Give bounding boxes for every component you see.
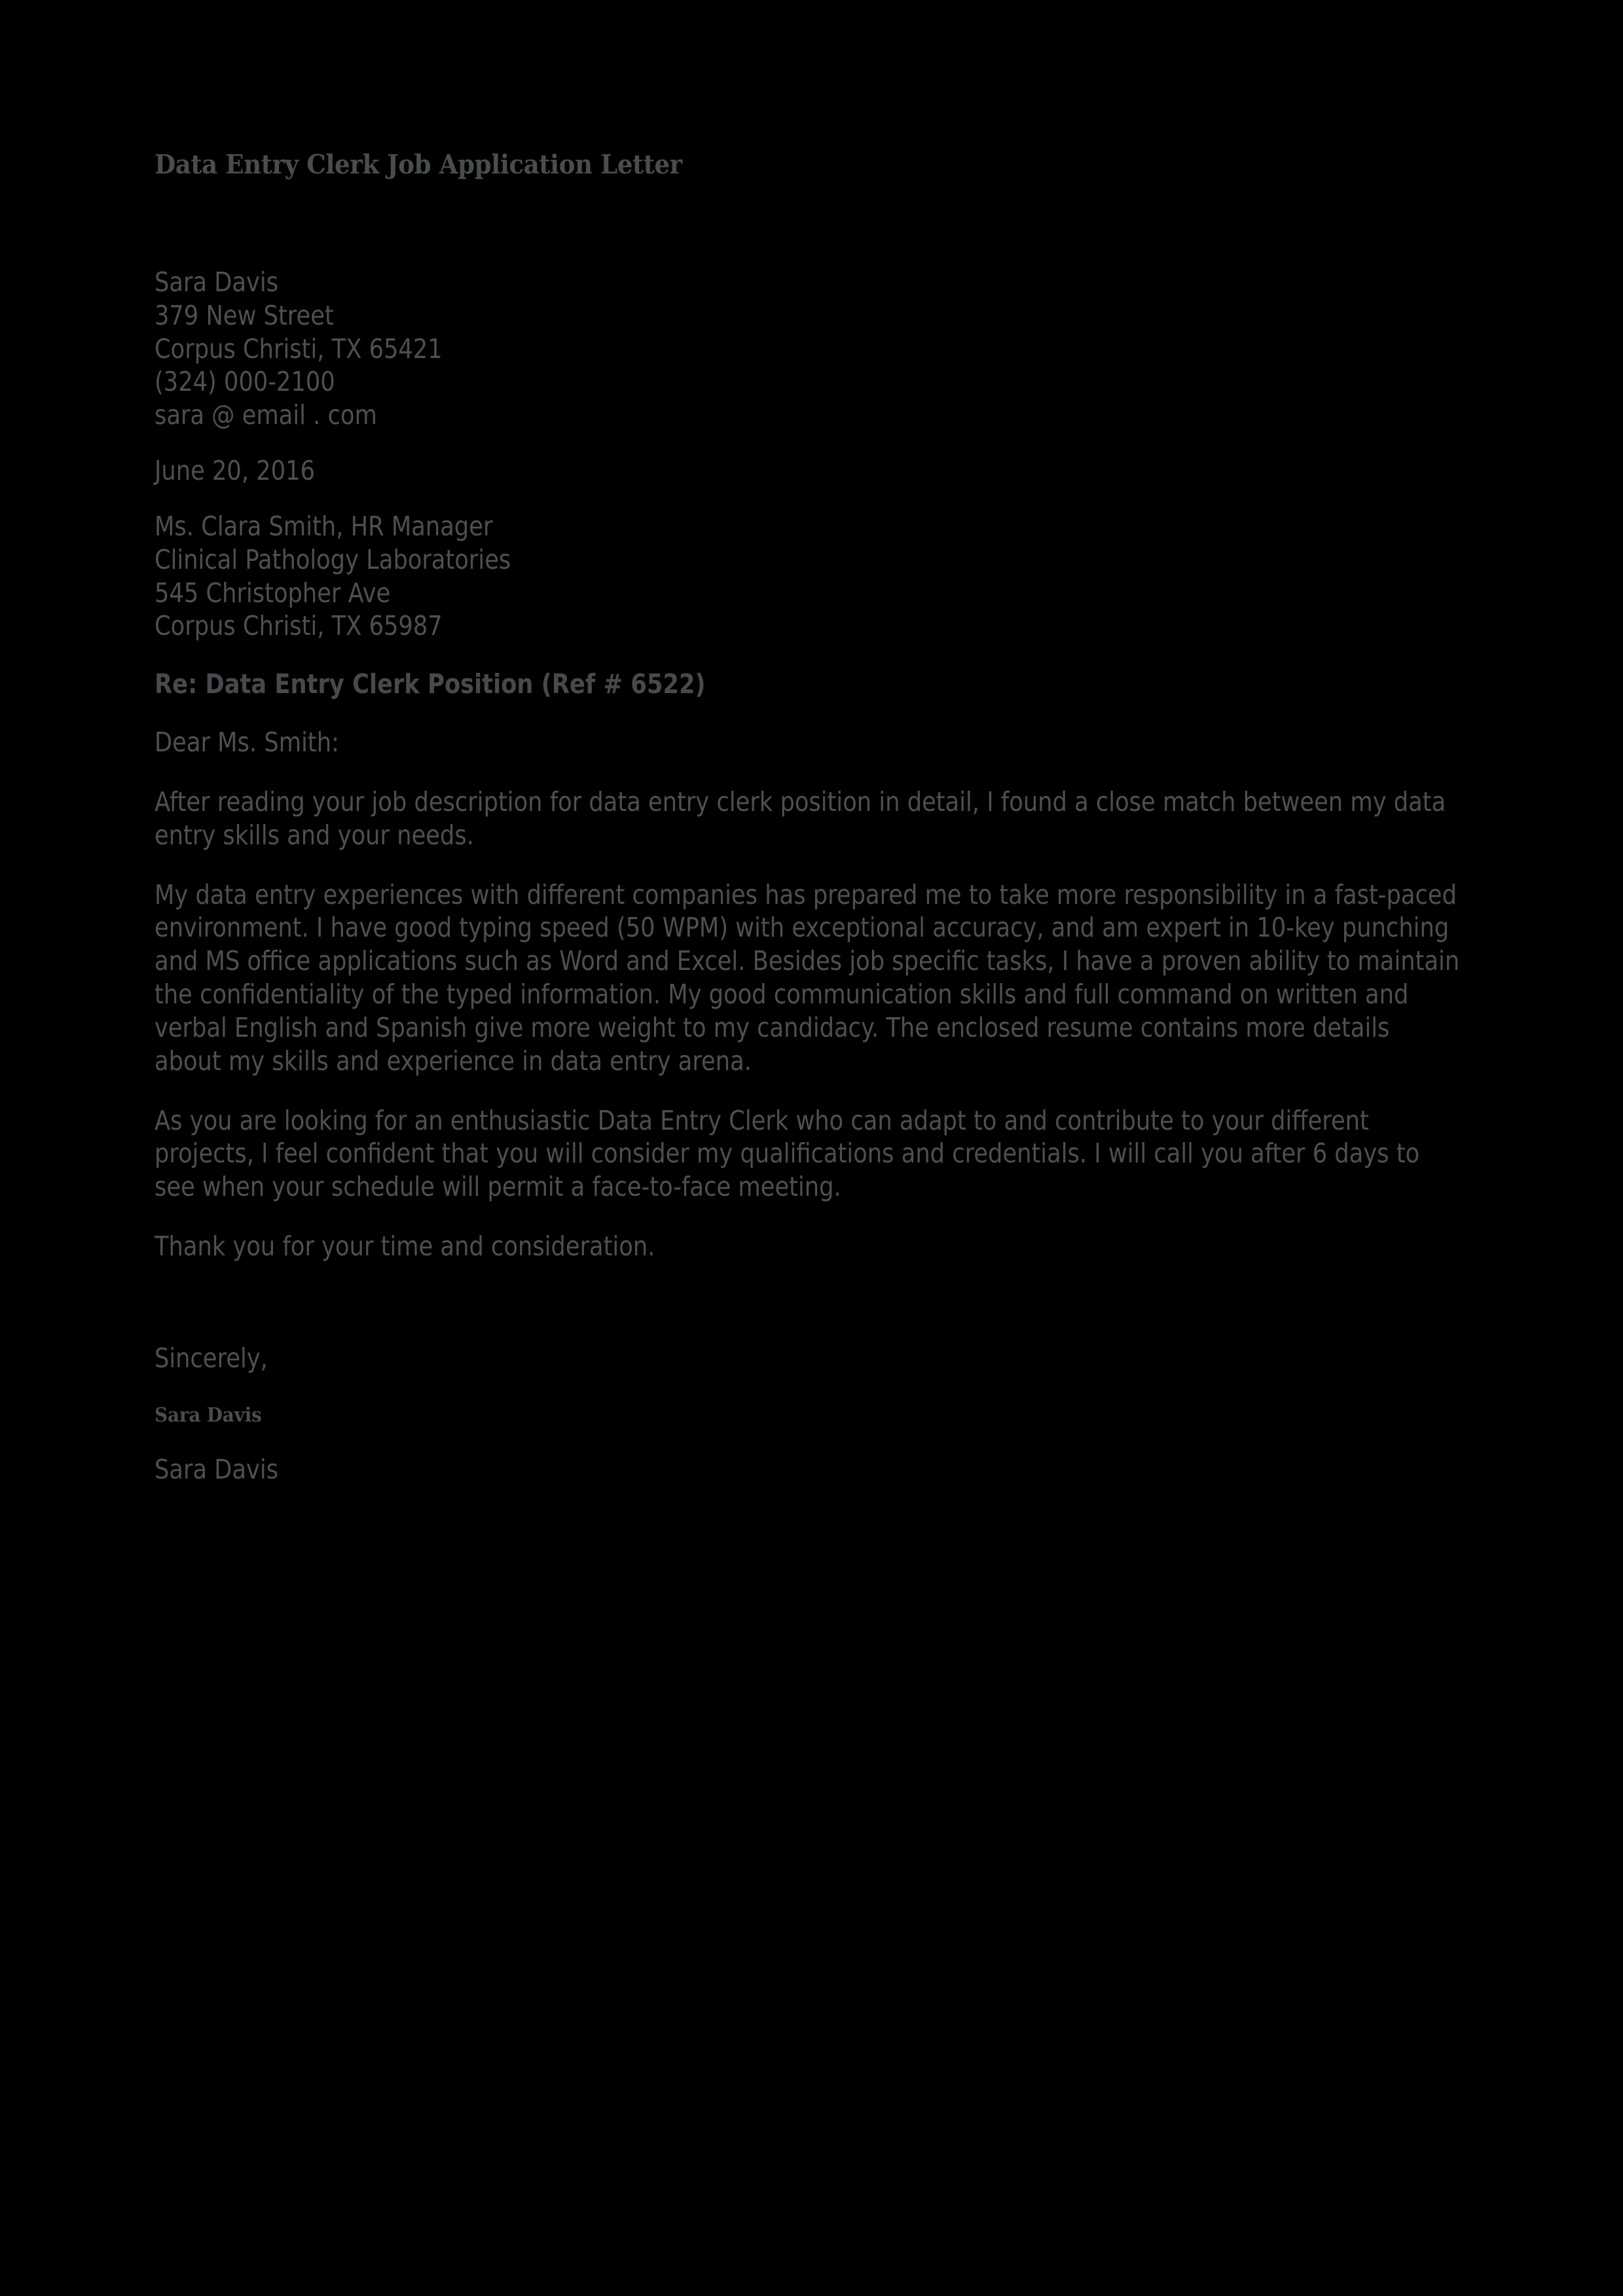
typed-name-text: Sara Davis	[155, 1453, 279, 1485]
body-paragraph-2	[155, 878, 1461, 1078]
handwritten-signature: Sara Davis	[155, 1403, 262, 1427]
body-paragraph-1	[155, 785, 1461, 852]
salutation-text: Dear Ms. Smith:	[155, 726, 339, 759]
sender-address-block	[155, 266, 1464, 432]
valediction-text: Sincerely,	[155, 1342, 268, 1374]
typed-signer-name	[155, 1453, 1464, 1486]
sender-street: 379 New Street	[155, 299, 334, 331]
subject-line	[155, 668, 1464, 701]
body-paragraph-3	[155, 1104, 1461, 1204]
sender-phone: (324) 000-2100	[155, 366, 335, 398]
paragraph-4-text: Thank you for your time and consideration.	[155, 1230, 655, 1263]
valediction	[155, 1342, 1464, 1375]
letter-date	[155, 454, 1464, 488]
recipient-street: 545 Christopher Ave	[155, 577, 391, 609]
subject-text: Re: Data Entry Clerk Position (Ref # 6522)	[155, 668, 706, 700]
paragraph-1-text: After reading your job description for data entry clerk position in detail, I found a close match between my data entry skills and your needs.	[155, 785, 1446, 851]
recipient-address-block	[155, 510, 1464, 643]
page-title: Data Entry Clerk Job Application Letter	[155, 149, 682, 180]
recipient-city-state-zip: Corpus Christi, TX 65987	[155, 610, 443, 642]
sender-city-state-zip: Corpus Christi, TX 65421	[155, 332, 443, 365]
paragraph-2-text: My data entry experiences with different companies has prepared me to take more responsibility in a fast-paced environment. I have good typing speed (50 WPM) with exceptional accuracy, and am expert in 10-key punching and MS office applications such as Word and Excel. Besides job specific tasks, I have a proven ability to maintain the confidentiality of the typed information. My good communication skills and full command on written and verbal English and Spanish give more weight to my candidacy. The enclosed resume contains more details about my skills and experience in data entry arena.	[155, 878, 1460, 1077]
recipient-company: Clinical Pathology Laboratories	[155, 543, 511, 575]
sender-email: sara @ email . com	[155, 399, 377, 431]
paragraph-3-text: As you are looking for an enthusiastic Data Entry Clerk who can adapt to and contribute to your different projects, I feel confident that you will consider my qualifications and credentials. I will call you after 6 days to see when your schedule will permit a face-to-face meeting.	[155, 1104, 1420, 1203]
body-paragraph-4	[155, 1230, 1461, 1263]
salutation	[155, 726, 1464, 759]
letter-body	[155, 149, 1464, 1486]
date-text: June 20, 2016	[155, 455, 316, 487]
recipient-name-title: Ms. Clara Smith, HR Manager	[155, 510, 493, 542]
sender-name: Sara Davis	[155, 266, 279, 298]
